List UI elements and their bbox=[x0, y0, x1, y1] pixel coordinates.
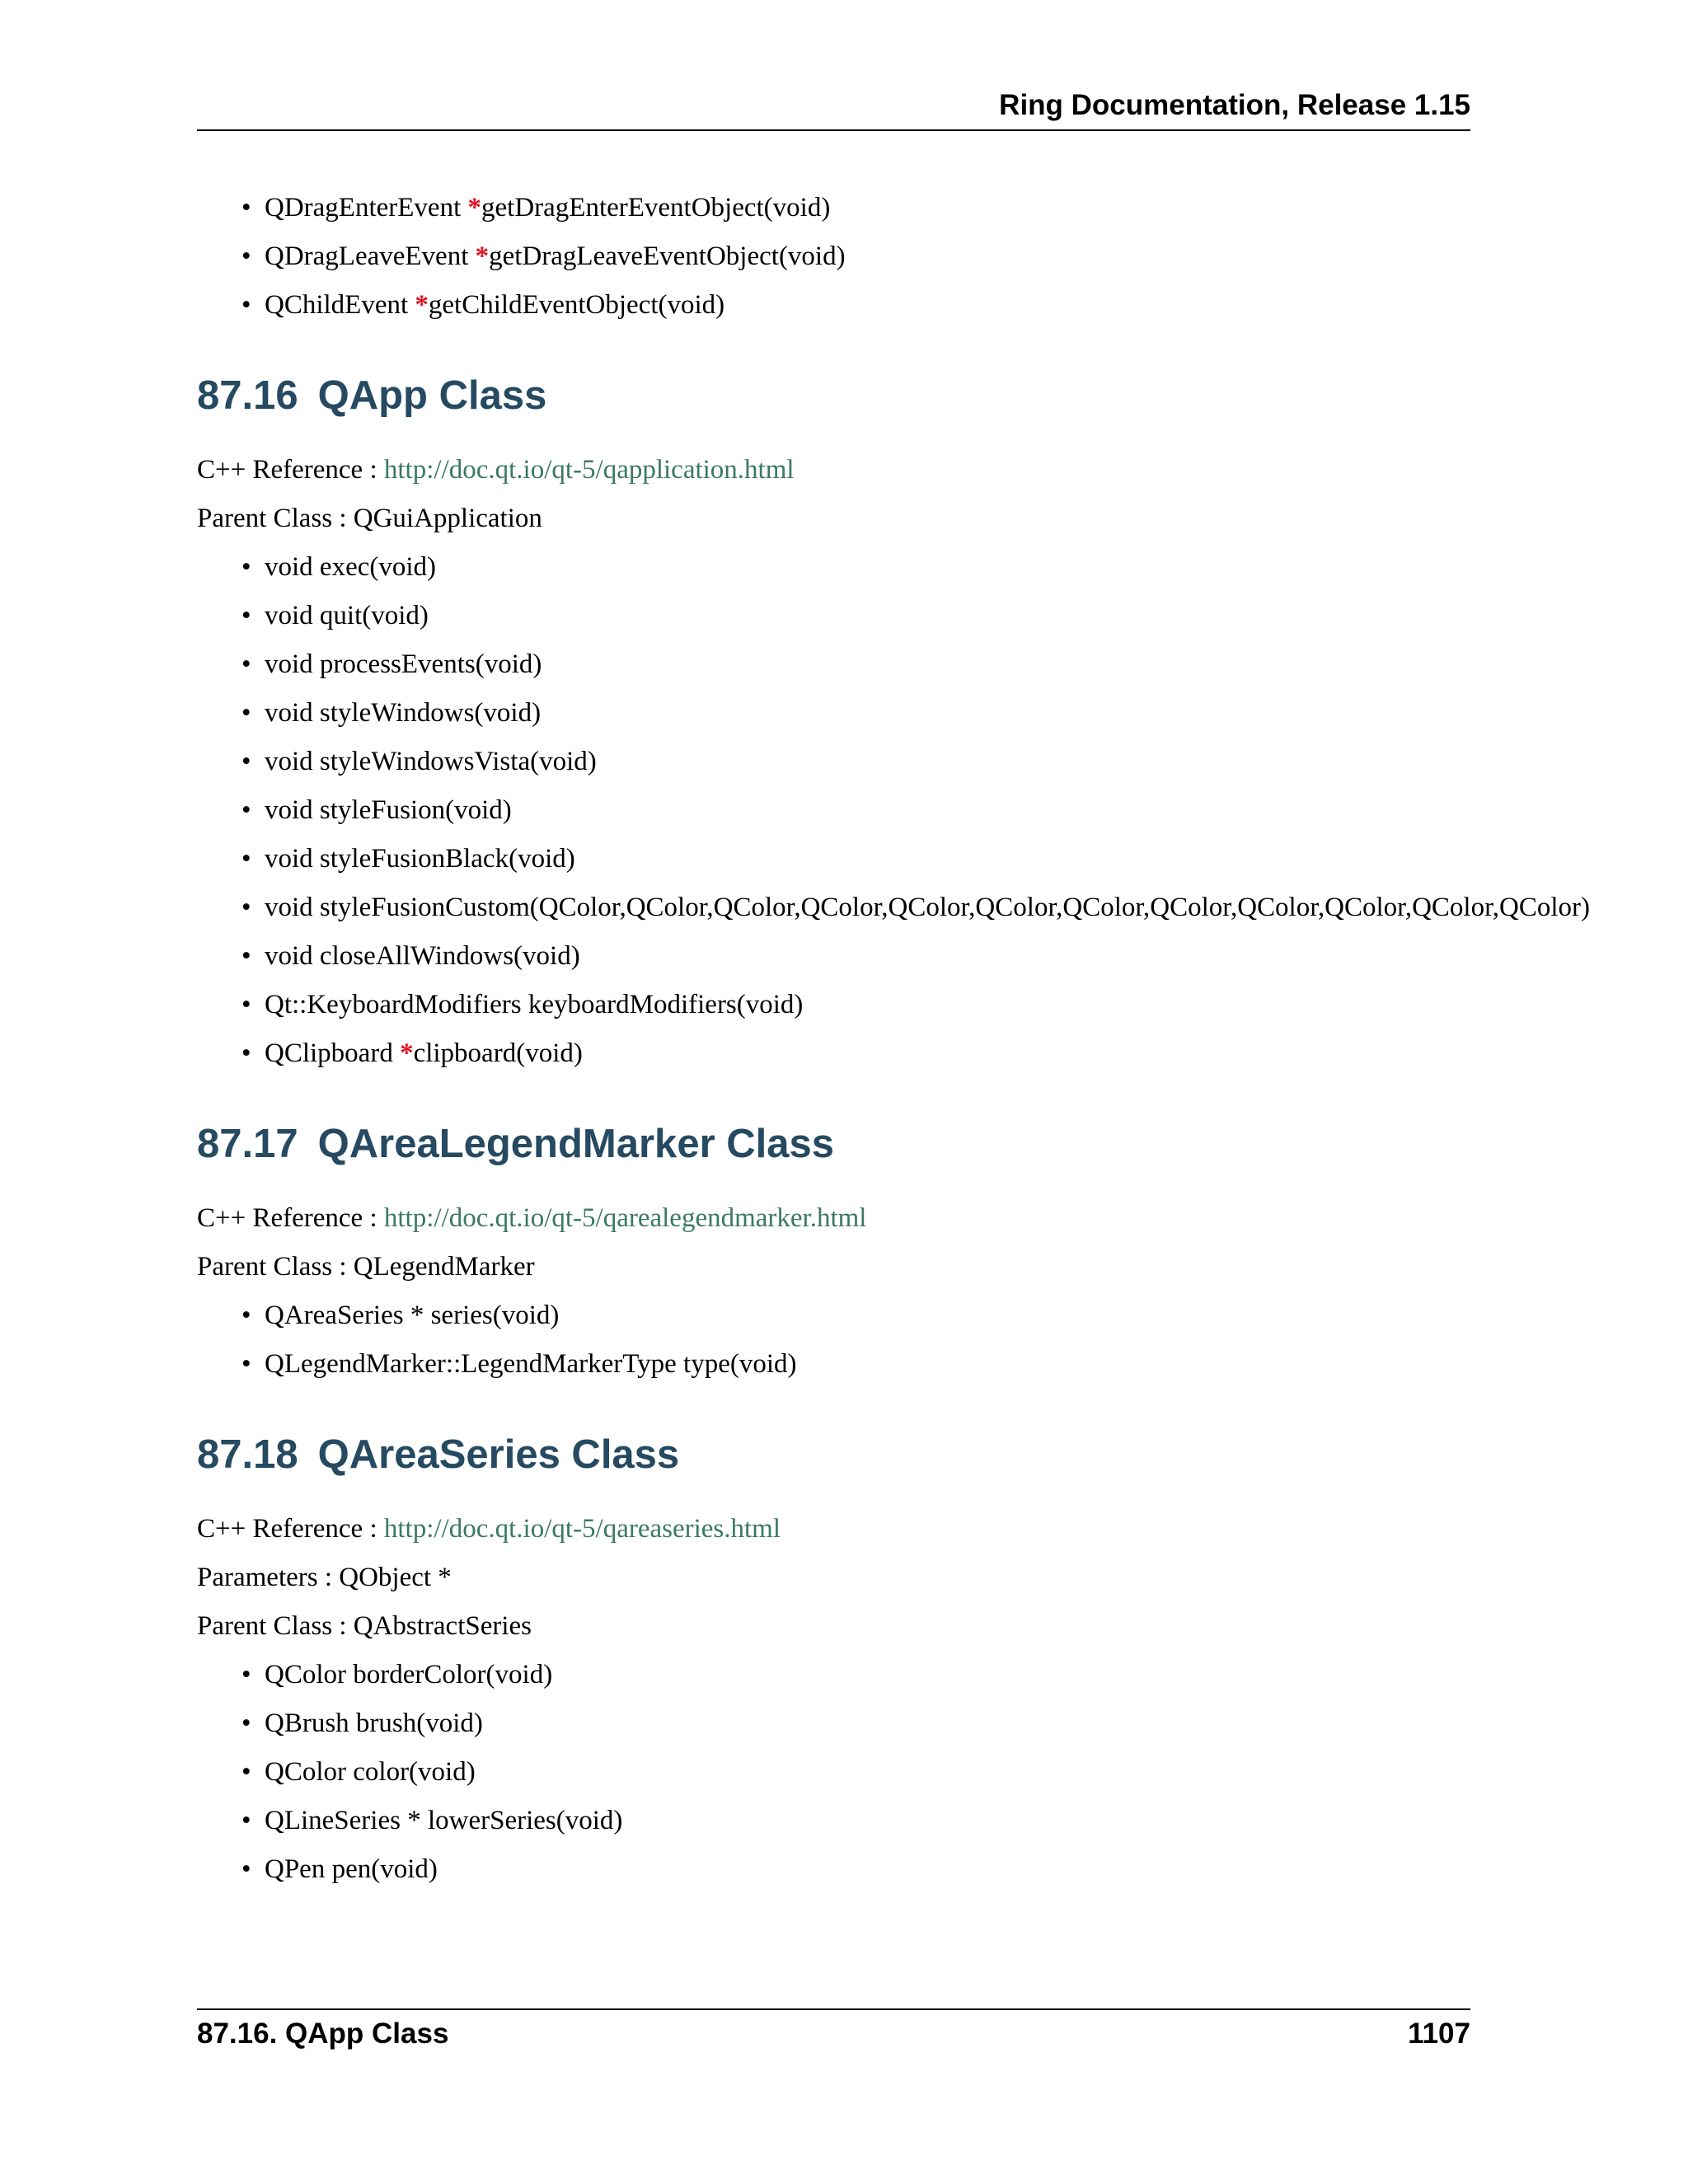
list-item: • QLineSeries * lowerSeries(void) bbox=[265, 1804, 1470, 1837]
list-item: • QDragLeaveEvent *getDragLeaveEventObject(void) bbox=[265, 240, 1470, 273]
list-item: • QAreaSeries * series(void) bbox=[265, 1299, 1470, 1332]
section-qapp bbox=[197, 371, 1590, 1070]
cpp-reference: C++ Reference : http://doc.qt.io/qt-5/qareaseries.html bbox=[197, 1514, 781, 1544]
list-item: • void styleWindows(void) bbox=[265, 696, 1470, 729]
parent-class: Parent Class : QAbstractSeries bbox=[197, 1611, 532, 1641]
cpp-reference: C++ Reference : http://doc.qt.io/qt-5/qarealegendmarker.html bbox=[197, 1203, 867, 1233]
reference-link[interactable]: http://doc.qt.io/qt-5/qapplication.html bbox=[383, 455, 795, 485]
method-list bbox=[197, 551, 1590, 1070]
list-item: • QBrush brush(void) bbox=[265, 1707, 1470, 1740]
section-qarealegendmarker bbox=[197, 1119, 1470, 1380]
intro-method-list bbox=[197, 191, 1470, 321]
list-item: • Qt::KeyboardModifiers keyboardModifiers(void) bbox=[265, 988, 1470, 1021]
reference-link[interactable]: http://doc.qt.io/qt-5/qareaseries.html bbox=[383, 1514, 781, 1544]
list-item: • void processEvents(void) bbox=[265, 648, 1470, 681]
document-page bbox=[197, 0, 1590, 2184]
list-item: • void styleWindowsVista(void) bbox=[265, 745, 1470, 778]
footer-section-title: 87.16. QApp Class bbox=[197, 2018, 449, 2050]
list-item: • void styleFusion(void) bbox=[265, 794, 1470, 827]
page-content bbox=[197, 191, 1590, 1901]
list-item: • void styleFusionBlack(void) bbox=[265, 842, 1470, 875]
header-rule bbox=[197, 129, 1470, 131]
list-item: • QColor borderColor(void) bbox=[265, 1658, 1470, 1691]
list-item: • QDragEnterEvent *getDragEnterEventObject(void) bbox=[265, 191, 1470, 224]
section-heading: 87.17 QAreaLegendMarker Class bbox=[197, 1122, 835, 1166]
list-item: • void quit(void) bbox=[265, 599, 1470, 632]
section-qareaseries bbox=[197, 1430, 1470, 1886]
parameters: Parameters : QObject * bbox=[197, 1563, 452, 1592]
method-list bbox=[197, 1299, 1470, 1380]
parent-class: Parent Class : QLegendMarker bbox=[197, 1252, 535, 1282]
page-number: 1107 bbox=[1408, 2018, 1470, 2050]
list-item: • void styleFusionCustom(QColor,QColor,QColor,QColor,QColor,QColor,QColor,QColor,QColor,QColor,QColor,QColor) bbox=[265, 891, 1470, 924]
list-item: • QLegendMarker::LegendMarkerType type(void) bbox=[265, 1347, 1470, 1380]
running-header: Ring Documentation, Release 1.15 bbox=[999, 89, 1470, 121]
method-list bbox=[197, 1658, 1470, 1886]
section-heading: 87.16 QApp Class bbox=[197, 373, 547, 418]
reference-link[interactable]: http://doc.qt.io/qt-5/qarealegendmarker.html bbox=[383, 1203, 867, 1233]
cpp-reference: C++ Reference : http://doc.qt.io/qt-5/qapplication.html bbox=[197, 455, 795, 485]
list-item: • QColor color(void) bbox=[265, 1755, 1470, 1788]
list-item: • QClipboard *clipboard(void) bbox=[265, 1037, 1470, 1070]
list-item: • void exec(void) bbox=[265, 551, 1470, 583]
parent-class: Parent Class : QGuiApplication bbox=[197, 504, 542, 533]
footer-rule bbox=[197, 2008, 1470, 2010]
list-item: • QPen pen(void) bbox=[265, 1853, 1470, 1886]
section-heading: 87.18 QAreaSeries Class bbox=[197, 1432, 680, 1477]
list-item: • QChildEvent *getChildEventObject(void) bbox=[265, 288, 1470, 321]
list-item: • void closeAllWindows(void) bbox=[265, 940, 1470, 972]
